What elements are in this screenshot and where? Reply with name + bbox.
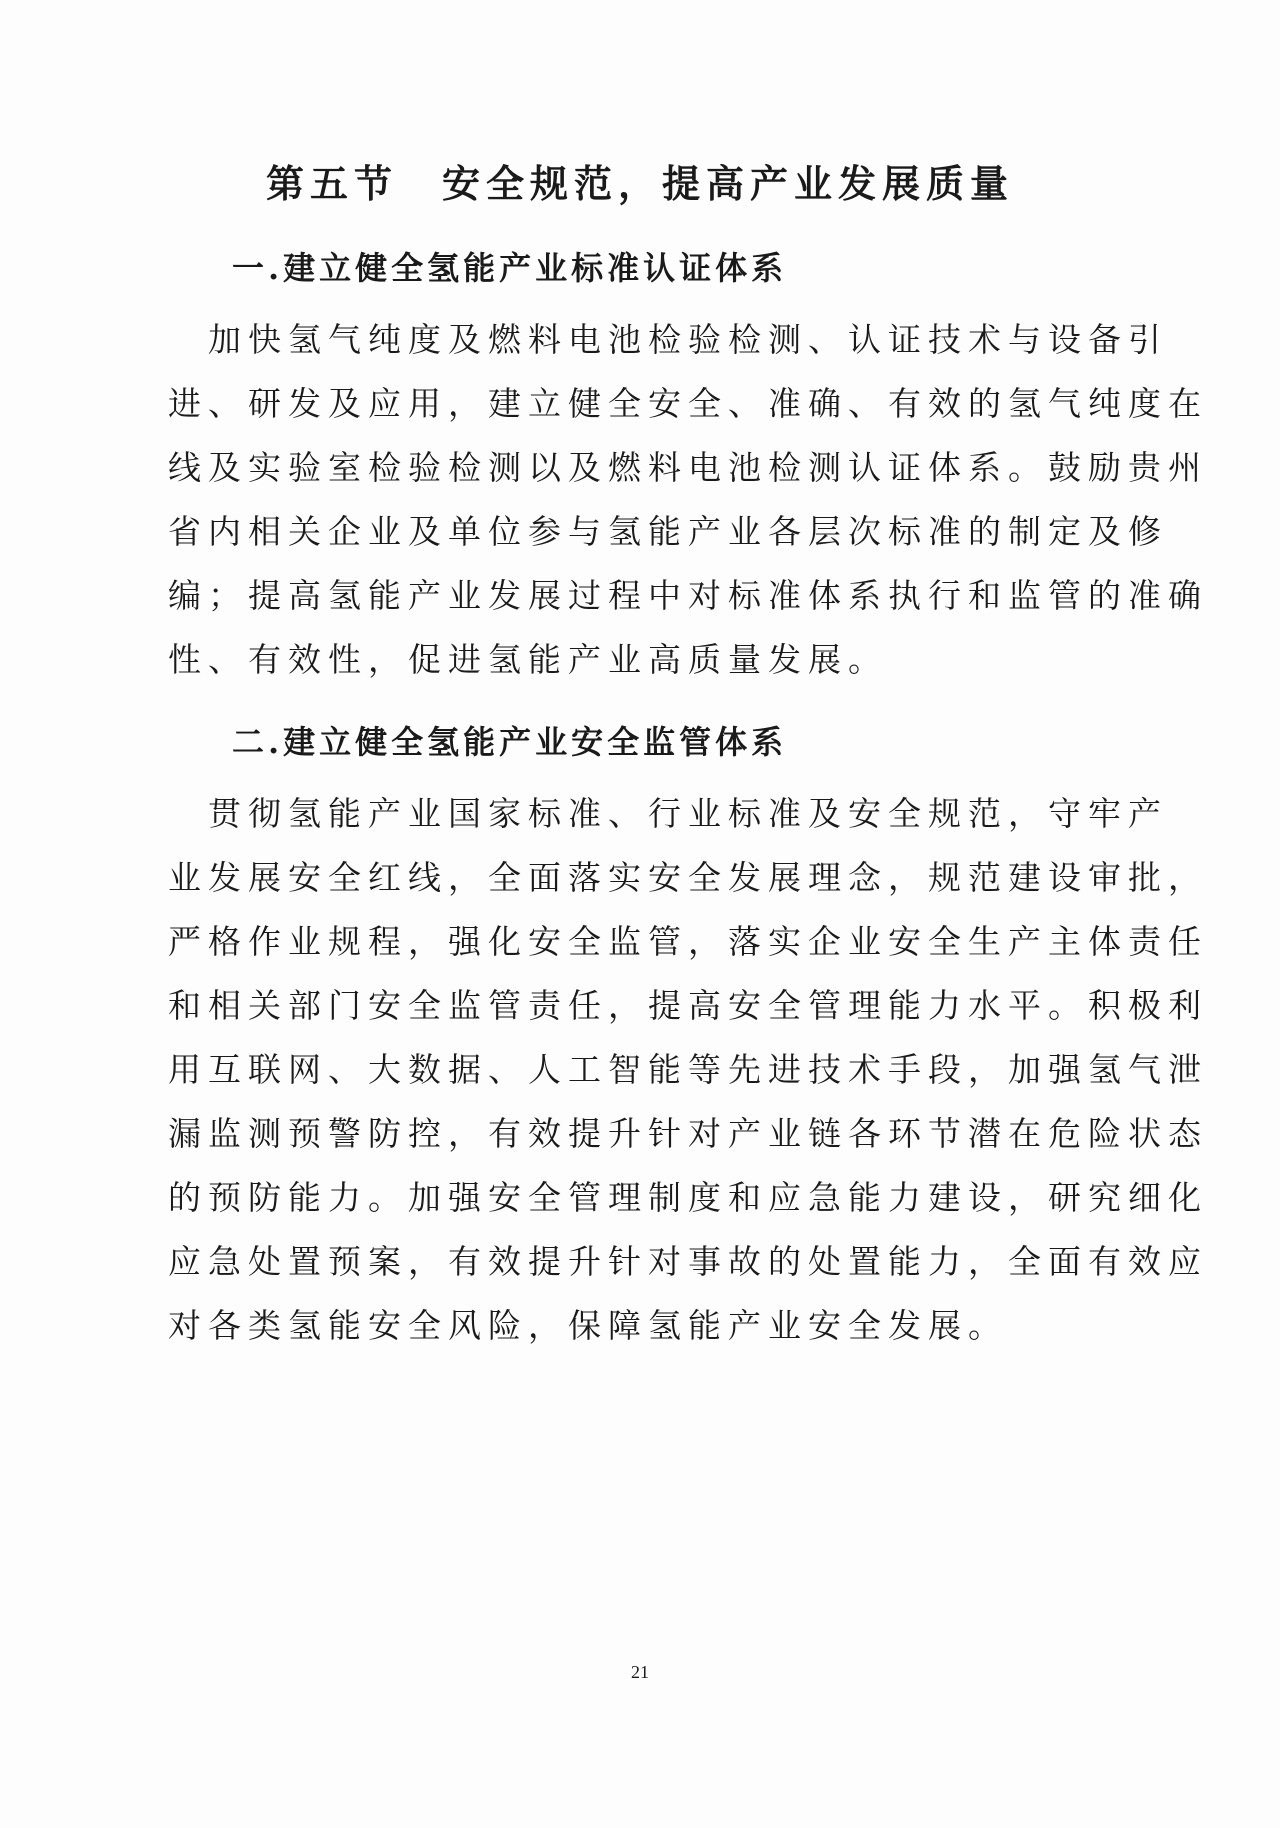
paragraph-line: 严格作业规程，强化安全监管，落实企业安全生产主体责任: [168, 922, 1208, 961]
paragraph-line: 业发展安全红线，全面落实安全发展理念，规范建设审批，: [168, 858, 1208, 897]
paragraph-line: 和相关部门安全监管责任，提高安全管理能力水平。积极利: [168, 986, 1208, 1025]
paragraph-line: 对各类氢能安全风险，保障氢能产业安全发展。: [168, 1306, 1008, 1345]
page-number: 21: [631, 1662, 649, 1682]
paragraph-line: 进、研发及应用，建立健全安全、准确、有效的氢气纯度在: [168, 384, 1208, 423]
subsection-heading-2: 二.建立健全氢能产业安全监管体系: [232, 723, 788, 761]
paragraph-line: 省内相关企业及单位参与氢能产业各层次标准的制定及修: [168, 512, 1168, 551]
paragraph-2: [168, 782, 1208, 1358]
paragraph-line: 的预防能力。加强安全管理制度和应急能力建设，研究细化: [168, 1178, 1208, 1217]
paragraph-line: 应急处置预案，有效提升针对事故的处置能力，全面有效应: [168, 1242, 1208, 1281]
paragraph-1: [168, 308, 1208, 692]
paragraph-line: 贯彻氢能产业国家标准、行业标准及安全规范，守牢产: [168, 794, 1168, 833]
section-title: 第五节 安全规范，提高产业发展质量: [265, 161, 1014, 206]
paragraph-line: 编；提高氢能产业发展过程中对标准体系执行和监管的准确: [168, 576, 1208, 615]
paragraph-line: 性、有效性，促进氢能产业高质量发展。: [168, 640, 888, 679]
paragraph-line: 线及实验室检验检测以及燃料电池检测认证体系。鼓励贵州: [168, 448, 1208, 487]
paragraph-line: 用互联网、大数据、人工智能等先进技术手段，加强氢气泄: [168, 1050, 1208, 1089]
paragraph-line: 漏监测预警防控，有效提升针对产业链各环节潜在危险状态: [168, 1114, 1208, 1153]
subsection-heading-1: 一.建立健全氢能产业标准认证体系: [232, 249, 788, 287]
paragraph-line: 加快氢气纯度及燃料电池检验检测、认证技术与设备引: [168, 320, 1168, 359]
